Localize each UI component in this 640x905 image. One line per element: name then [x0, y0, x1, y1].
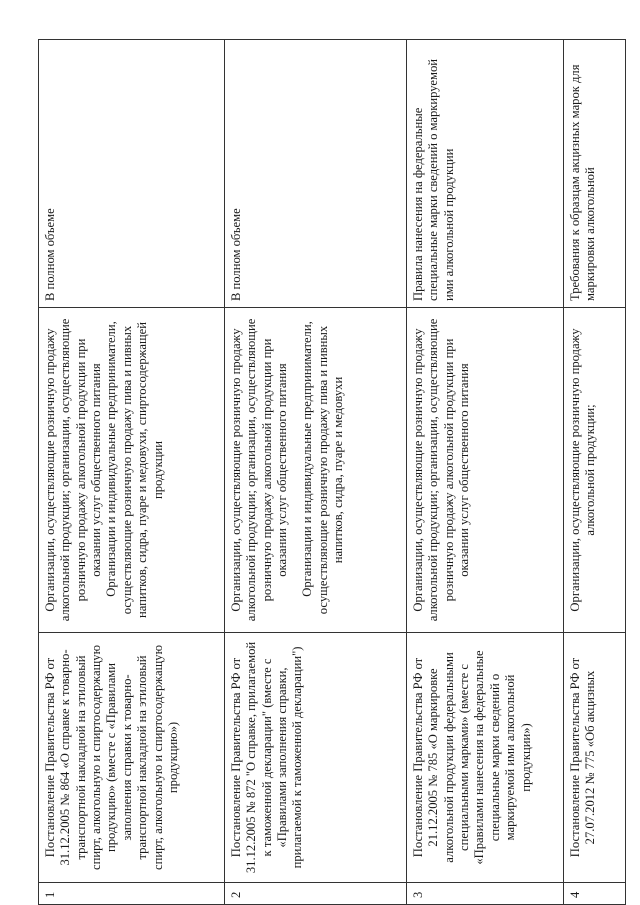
regulations-table [38, 39, 626, 905]
applies-to-organizations: Организации, осуществляющие розничную продажу алкогольной продукции; организации, осуществляющие розничную продажу алкогольной продукции при оказании услуг общественного питания [229, 318, 290, 622]
table-row [225, 40, 407, 905]
applies-to-cell [39, 308, 225, 633]
row-number: 3 [407, 883, 564, 905]
scope-cell: Требования к образцам акцизных марок для маркировки алкогольной [564, 40, 626, 308]
legal-act-cell: Постановление Правительства РФ от 27.07.2012 № 775 «Об акцизных [564, 633, 626, 883]
applies-to-entrepreneurs: Организации и индивидуальные предприниматели, осуществляющие розничную продажу пива и пивных напитков, сидра, пуаре и медовухи, спиртосодержащей продукции [104, 321, 165, 618]
row-number: 2 [225, 883, 407, 905]
row-number: 4 [564, 883, 626, 905]
applies-to-cell [225, 308, 407, 633]
legal-act-cell: Постановление Правительства РФ от 21.12.2005 № 785 «О маркировке алкогольной продукции федеральными специальными марками» (вместе с «Правилами нанесения на федеральные специальные марки сведений о маркируемой ими алкогольной продукции») [407, 633, 564, 883]
document-page [38, 40, 623, 905]
applies-to-entrepreneurs: Организации и индивидуальные предприниматели, осуществляющие розничную продажу пива и пивных напитков, сидра, пуаре и медовухи [300, 321, 346, 615]
table-row [407, 40, 564, 905]
applies-to-cell [564, 308, 626, 633]
applies-to-organizations: Организации, осуществляющие розничную продажу алкогольной продукции; [568, 328, 598, 612]
applies-to-organizations: Организации, осуществляющие розничную продажу алкогольной продукции; организации, осуществляющие розничную продажу алкогольной продукции при оказании услуг общественного питания [411, 318, 472, 622]
applies-to-organizations: Организации, осуществляющие розничную продажу алкогольной продукции; организации, осуществляющие розничную продажу алкогольной продукции при оказании услуг общественного питания [43, 318, 104, 622]
row-number: 1 [39, 883, 225, 905]
scope-cell: В полном объеме [225, 40, 407, 308]
scope-cell: В полном объеме [39, 40, 225, 308]
scope-cell: Правила нанесения на федеральные специальные марки сведений о маркируемой ими алкогольной продукции [407, 40, 564, 308]
table-row [564, 40, 626, 905]
table-row [39, 40, 225, 905]
legal-act-cell: Постановление Правительства РФ от 31.12.2005 № 864 «О справке к товарно-транспортной накладной на этиловый спирт, алкогольную и спиртосодержащую продукцию» (вместе с «Правилами заполнения справки к товарно-транспортной накладной на этиловый спирт, алкогольную и спиртосодержащую продукцию») [39, 633, 225, 883]
legal-act-cell: Постановление Правительства РФ от 31.12.2005 № 872 "О справке, прилагаемой к таможенной декларации" (вместе с «Правилами заполнения справки, прилагаемой к таможенной декларации") [225, 633, 407, 883]
applies-to-cell [407, 308, 564, 633]
